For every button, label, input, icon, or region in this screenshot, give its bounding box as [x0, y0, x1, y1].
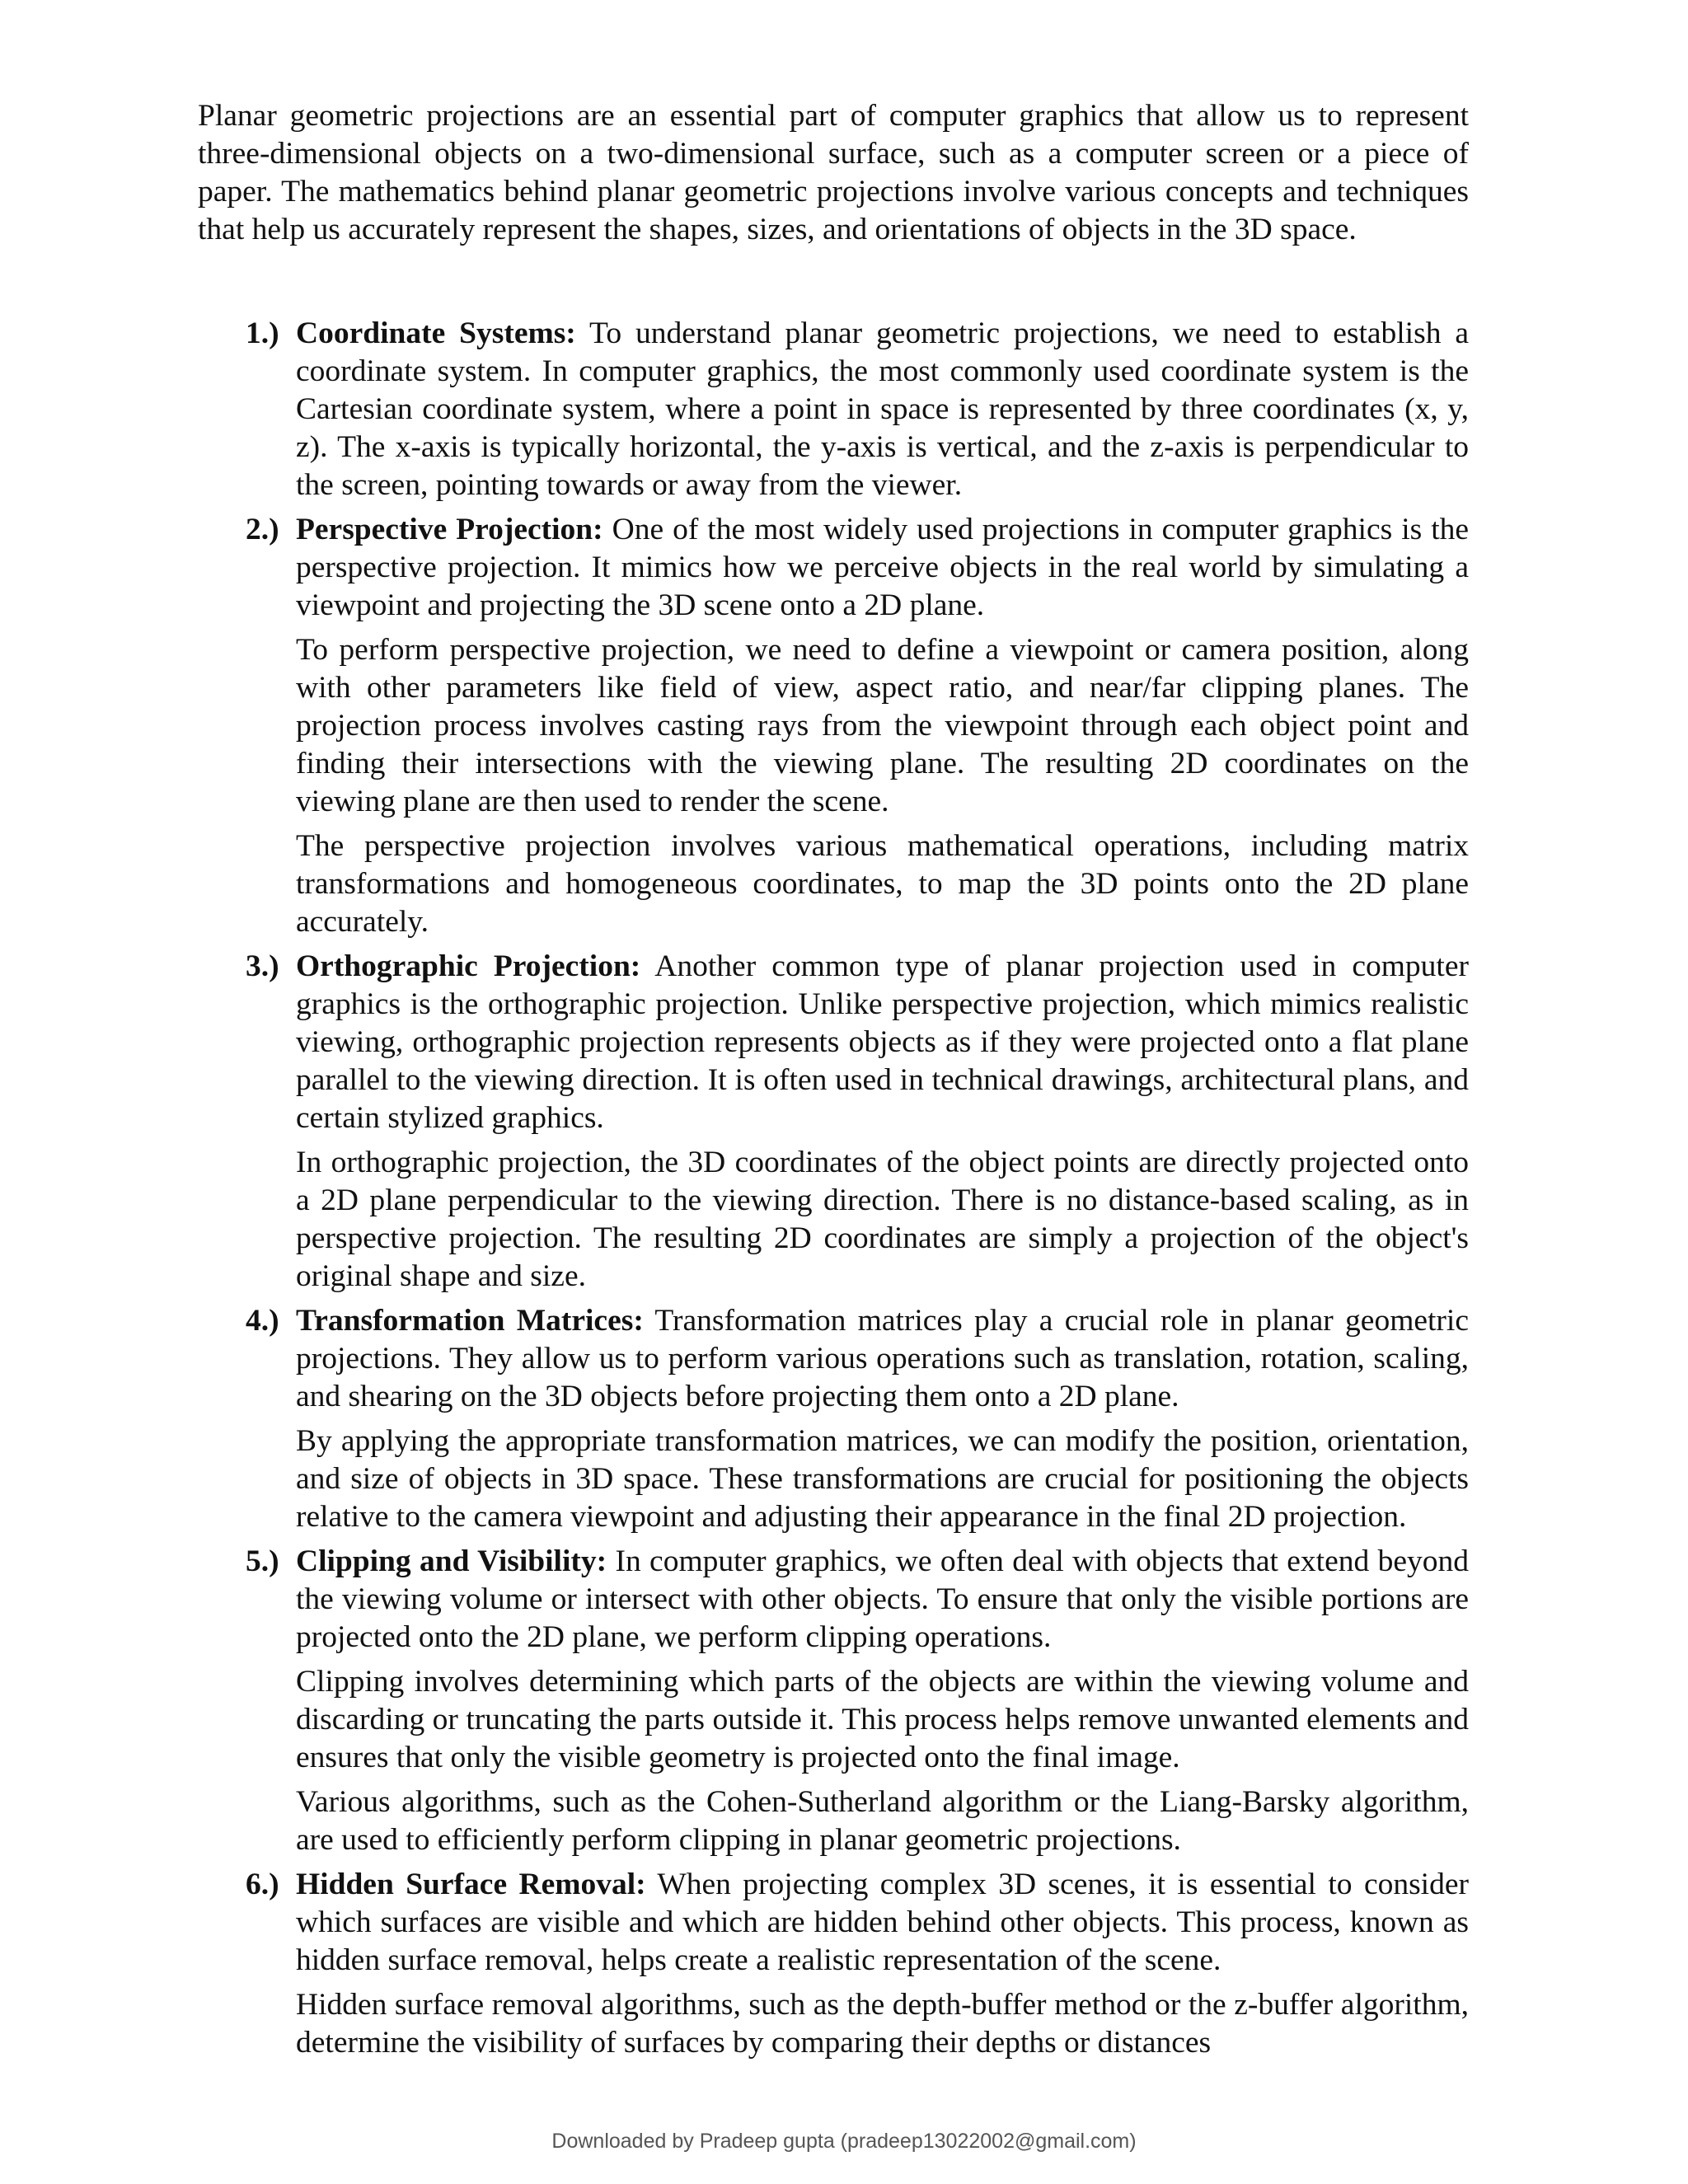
- list-item-paragraph: The perspective projection involves various mathematical operations, including matrix transformations and homogeneous coordinates, to map the 3D points onto the 2D plane accurately.: [296, 829, 1469, 939]
- list-item: [198, 1866, 1469, 2062]
- list-item: [198, 315, 1469, 504]
- list-item-heading: Transformation Matrices:: [296, 1304, 644, 1338]
- list-item-paragraph: [296, 511, 1469, 625]
- list-item-number: 3.): [246, 949, 279, 983]
- numbered-list: [198, 315, 1469, 2069]
- list-item-heading: Coordinate Systems:: [296, 316, 576, 350]
- list-item-paragraph: Various algorithms, such as the Cohen-Sutherland algorithm or the Liang-Barsky algorithm, are used to efficiently perform clipping in planar geometric projections.: [296, 1785, 1469, 1857]
- list-item: [198, 1302, 1469, 1536]
- list-item-paragraph: [296, 1543, 1469, 1657]
- list-item-number: 1.): [246, 316, 279, 350]
- list-item-paragraph: [296, 1866, 1469, 1980]
- download-footer: Downloaded by Pradeep gupta (pradeep13022002@gmail.com): [551, 2130, 1137, 2153]
- list-item-text: To understand planar geometric projections, we need to establish a coordinate system. In computer graphics, the most commonly used coordinate system is the Cartesian coordinate system, where a point in space is represented by three coordinates (x, y, z). The x-axis is typically horizontal, the y-axis is vertical, and the z-axis is perpendicular to the screen, pointing towards or away from the viewer.: [296, 316, 1469, 502]
- list-item-paragraph: Hidden surface removal algorithms, such as the depth-buffer method or the z-buffer algorithm, determine the visibility of surfaces by comparing their depths or distances: [296, 1988, 1469, 2060]
- list-item-paragraph: Clipping involves determining which parts of the objects are within the viewing volume and discarding or truncating the parts outside it. This process helps remove unwanted elements and ensures that only the visible geometry is projected onto the final image.: [296, 1665, 1469, 1774]
- list-item-text: When projecting complex 3D scenes, it is essential to consider which surfaces are visible and which are hidden behind other objects. This process, known as hidden surface removal, helps create a realistic representation of the scene.: [296, 1868, 1469, 1977]
- list-item-number: 4.): [246, 1304, 279, 1338]
- list-item: [198, 1543, 1469, 1859]
- list-item-number: 5.): [246, 1544, 279, 1578]
- list-item: [198, 948, 1469, 1296]
- list-item-text: One of the most widely used projections in computer graphics is the perspective projection. It mimics how we perceive objects in the real world by simulating a viewpoint and projecting the 3D scene onto a 2D plane.: [296, 513, 1470, 622]
- intro-paragraph: Planar geometric projections are an essential part of computer graphics that allow us to represent three-dimensional objects on a two-dimensional surface, such as a computer screen or a piece of paper. The mathematics behind planar geometric projections involve various concepts and techniques that help us accurately represent the shapes, sizes, and orientations of objects in the 3D space.: [198, 99, 1469, 246]
- list-item-paragraph: By applying the appropriate transformation matrices, we can modify the position, orientation, and size of objects in 3D space. These transformations are crucial for positioning the objects relative to the camera viewpoint and adjusting their appearance in the final 2D projection.: [296, 1424, 1469, 1534]
- list-item-text: Another common type of planar projection used in computer graphics is the orthographic projection. Unlike perspective projection, which mimics realistic viewing, orthographic projection represents objects as if they were projected onto a flat plane parallel to the viewing direction. It is often used in technical drawings, architectural plans, and certain stylized graphics.: [296, 949, 1469, 1135]
- list-item-heading: Orthographic Projection:: [296, 949, 641, 983]
- list-item-paragraph: [296, 315, 1469, 504]
- list-item-paragraph: To perform perspective projection, we need to define a viewpoint or camera position, along with other parameters like field of view, aspect ratio, and near/far clipping planes. The projection process involves casting rays from the viewpoint through each object point and finding their intersections with the viewing plane. The resulting 2D coordinates on the viewing plane are then used to render the scene.: [296, 633, 1469, 818]
- list-item-heading: Hidden Surface Removal:: [296, 1868, 646, 1901]
- list-item-heading: Perspective Projection:: [296, 513, 603, 546]
- list-item-heading: Clipping and Visibility:: [296, 1544, 607, 1578]
- list-item-paragraph: [296, 948, 1469, 1137]
- list-item-paragraph: In orthographic projection, the 3D coordinates of the object points are directly projected onto a 2D plane perpendicular to the viewing direction. There is no distance-based scaling, as in perspective projection. The resulting 2D coordinates are simply a projection of the object's original shape and size.: [296, 1146, 1469, 1293]
- list-item-text: Transformation matrices play a crucial role in planar geometric projections. They allow us to perform various operations such as translation, rotation, scaling, and shearing on the 3D objects before projecting them onto a 2D plane.: [296, 1304, 1469, 1413]
- list-item: [198, 511, 1469, 941]
- list-item-number: 6.): [246, 1868, 279, 1901]
- list-item-paragraph: [296, 1302, 1469, 1416]
- list-item-number: 2.): [246, 513, 279, 546]
- list-item-text: In computer graphics, we often deal with objects that extend beyond the viewing volume or intersect with other objects. To ensure that only the visible portions are projected onto the 2D plane, we perform clipping operations.: [296, 1544, 1469, 1654]
